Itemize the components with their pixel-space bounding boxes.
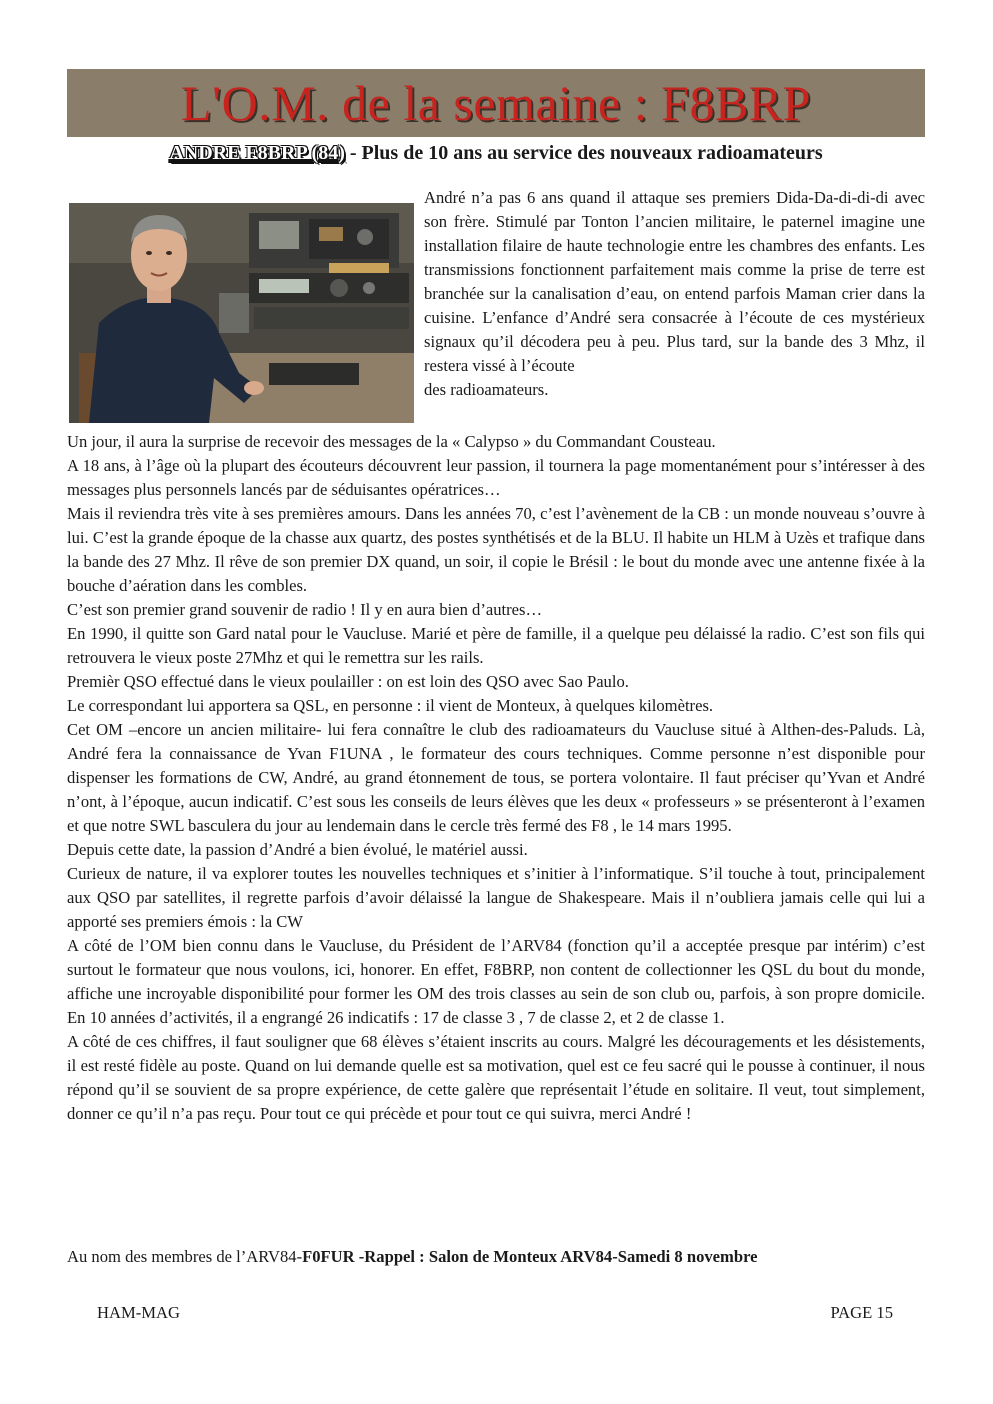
title-banner (67, 69, 925, 137)
paragraph-6: Premièr QSO effectué dans le vieux poulailler : on est loin des QSO avec Sao Paulo. (67, 672, 629, 691)
paragraph-3: Mais il reviendra très vite à ses premières amours. Dans les années 70, c’est l’avènement de la CB : un monde nouveau s’ouvre à lui. C’est la grande époque de la chasse aux quartz, des postes synthétisés et de la BLU. Il habite un HLM à Uzès et trafique dans la bande des 27 Mhz. Il rêve de son premier DX quand, un soir, il copie le Brésil : le bout du monde avec une antenne fixée à la bouche d’aération dans les combles. (67, 504, 926, 595)
page-title: L'O.M. de la semaine : F8BRP (181, 75, 811, 131)
paragraph-9: Depuis cette date, la passion d’André a bien évolué, le matériel aussi. (67, 840, 528, 859)
paragraph-12: A côté de ces chiffres, il faut souligner que 68 élèves s’étaient inscrits au cours. Malgré les découragements et les désistements, il est resté fidèle au poste. Quand on lui demande quelle est sa motivation, quel est ce feu sacré qui le pousse à continuer, il nous répond qu’il se souvient de sa propre expérience, de cette galère que représentait l’étude en solitaire. Il veut, tout simplement, donner ce qu’il n’a pas reçu. Pour tout ce qui précède et pour tout ce qui suivra, merci André ! (67, 1032, 925, 1123)
footer-publication: HAM-MAG (97, 1303, 180, 1322)
article-subtitle (67, 140, 925, 166)
portrait-photo (69, 203, 414, 423)
paragraph-11: A côté de l’OM bien connu dans le Vaucluse, du Président de l’ARV84 (fonction qu’il a acceptée presque par intérim) c’est surtout le formateur que nous voulons, ici, honorer. En effet, F8BRP, non content de collectionner les QSL du bout du monde, affiche une incroyable disponibilité pour former les OM des trois classes au sein de son club ou, parfois, à son propre domicile. En 10 années d’activités, il a engrangé 26 indicatifs : 17 de classe 3 , 7 de classe 2, et 2 de classe 1. (67, 936, 925, 1027)
signoff-bold: F0FUR -Rappel : Salon de Monteux ARV84-Samedi 8 novembre (302, 1247, 758, 1266)
intro-text-end: des radioamateurs. (424, 380, 549, 399)
subtitle-text: - Plus de 10 ans au service des nouveaux radioamateurs (344, 142, 823, 164)
paragraph-4: C’est son premier grand souvenir de radio ! Il y en aura bien d’autres… (67, 600, 543, 619)
paragraph-2: A 18 ans, à l’âge où la plupart des écouteurs découvrent leur passion, il tournera la page momentanément pour s’intéresser à des messages plus personnels lancés par de séduisantes opératrices… (67, 456, 925, 499)
paragraph-7: Le correspondant lui apportera sa QSL, en personne : il vient de Monteux, à quelques kilomètres. (67, 696, 714, 715)
paragraph-10: Curieux de nature, il va explorer toutes les nouvelles techniques et s’initier à l’informatique. S’il touche à tout, principalement aux QSO par satellites, il regrette parfois d’avoir délaissé la langue de Shakespeare. Mais il n’oubliera jamais celle qui lui a apporté ses premiers émois : la CW (67, 864, 925, 931)
paragraph-5: En 1990, il quitte son Gard natal pour le Vaucluse. Marié et père de famille, il a quelque peu délaissé la radio. C’est son fils qui retrouvera le vieux poste 27Mhz et qui le remettra sur les rails. (67, 624, 925, 667)
portrait-photo-icon (69, 203, 414, 423)
subtitle-callsign: ANDRE F8BRP (84) (169, 142, 345, 164)
intro-text: André n’a pas 6 ans quand il attaque ses premiers Dida-Da-di-di-di avec son frère. Stimulé par Tonton l’ancien militaire, le paternel imagine une installation filaire de haute technologie entre les chambres des enfants. Les transmissions fonctionnent parfaitement mais comme la prise de terre est branchée sur la canalisation d’eau, on entend parfois Maman crier dans la cuisine. L’enfance d’André sera consacrée à l’écoute de ces mystérieux signaux qu’il décodera peu à peu. Plus tard, sur la bande des 3 Mhz, il restera vissé à l’écoute (424, 188, 925, 375)
signoff (67, 1245, 947, 1269)
article-body (67, 430, 925, 1126)
paragraph-1: Un jour, il aura la surprise de recevoir des messages de la « Calypso » du Commandant Cousteau. (67, 432, 716, 451)
signoff-plain: Au nom des membres de l’ARV84- (67, 1247, 303, 1266)
intro-paragraph (424, 186, 925, 402)
paragraph-8: Cet OM –encore un ancien militaire- lui fera connaître le club des radioamateurs du Vaucluse situé à Althen-des-Paluds. Là, André fera la connaissance de Yvan F1UNA , le formateur des cours techniques. Comme personne n’est disponible pour dispenser les formations de CW, André, au grand étonnement de tous, se portera volontaire. Il faut préciser qu’Yvan et André n’ont, à l’époque, aucun indicatif. C’est sous les conseils de leurs élèves que les deux « professeurs » se présenteront à l’examen et que notre SWL basculera du jour au lendemain dans le cercle très fermé des F8 , le 14 mars 1995. (67, 720, 925, 835)
footer-page-number: PAGE 15 (830, 1303, 893, 1322)
